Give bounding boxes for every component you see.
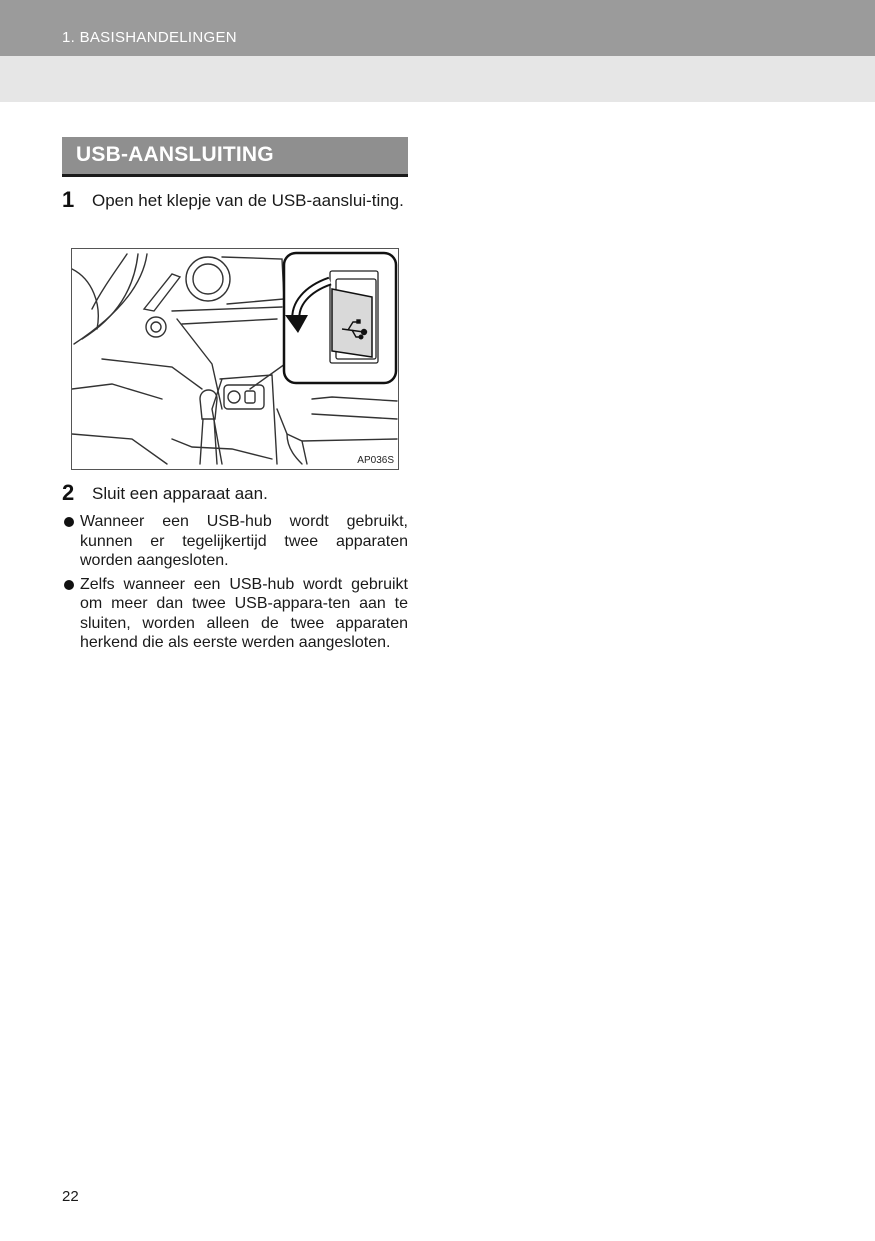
list-item-text: Wanneer een USB-hub wordt gebruikt, kunnen er tegelijkertijd twee apparaten worden aangesloten. (80, 513, 408, 569)
section-heading (62, 137, 408, 177)
section-title: USB-AANSLUITING (76, 143, 274, 166)
list-item (62, 575, 408, 653)
step-2 (62, 480, 408, 508)
step-number: 1 (62, 187, 75, 212)
bullet-icon (64, 517, 74, 527)
figure-code: AP036S (357, 455, 394, 466)
step-text: Open het klepje van de USB-aanslui-ting. (92, 191, 404, 210)
note-list (62, 512, 408, 657)
step-text: Sluit een apparaat aan. (92, 484, 268, 503)
list-item-text: Zelfs wanneer een USB-hub wordt gebruikt om meer dan twee USB-appara-ten aan te sluiten, worden alleen de twee apparaten herkend die als eerste werden aangesloten. (80, 575, 408, 651)
page-number: 22 (62, 1188, 79, 1205)
car-interior-drawing (72, 249, 398, 469)
usb-port-illustration (71, 248, 399, 470)
step-1 (62, 187, 408, 239)
bullet-icon (64, 580, 74, 590)
chapter-header-bar (0, 0, 875, 56)
list-item (62, 512, 408, 571)
step-number: 2 (62, 480, 75, 505)
header-sub-band (0, 56, 875, 102)
chapter-title: 1. BASISHANDELINGEN (62, 29, 237, 46)
